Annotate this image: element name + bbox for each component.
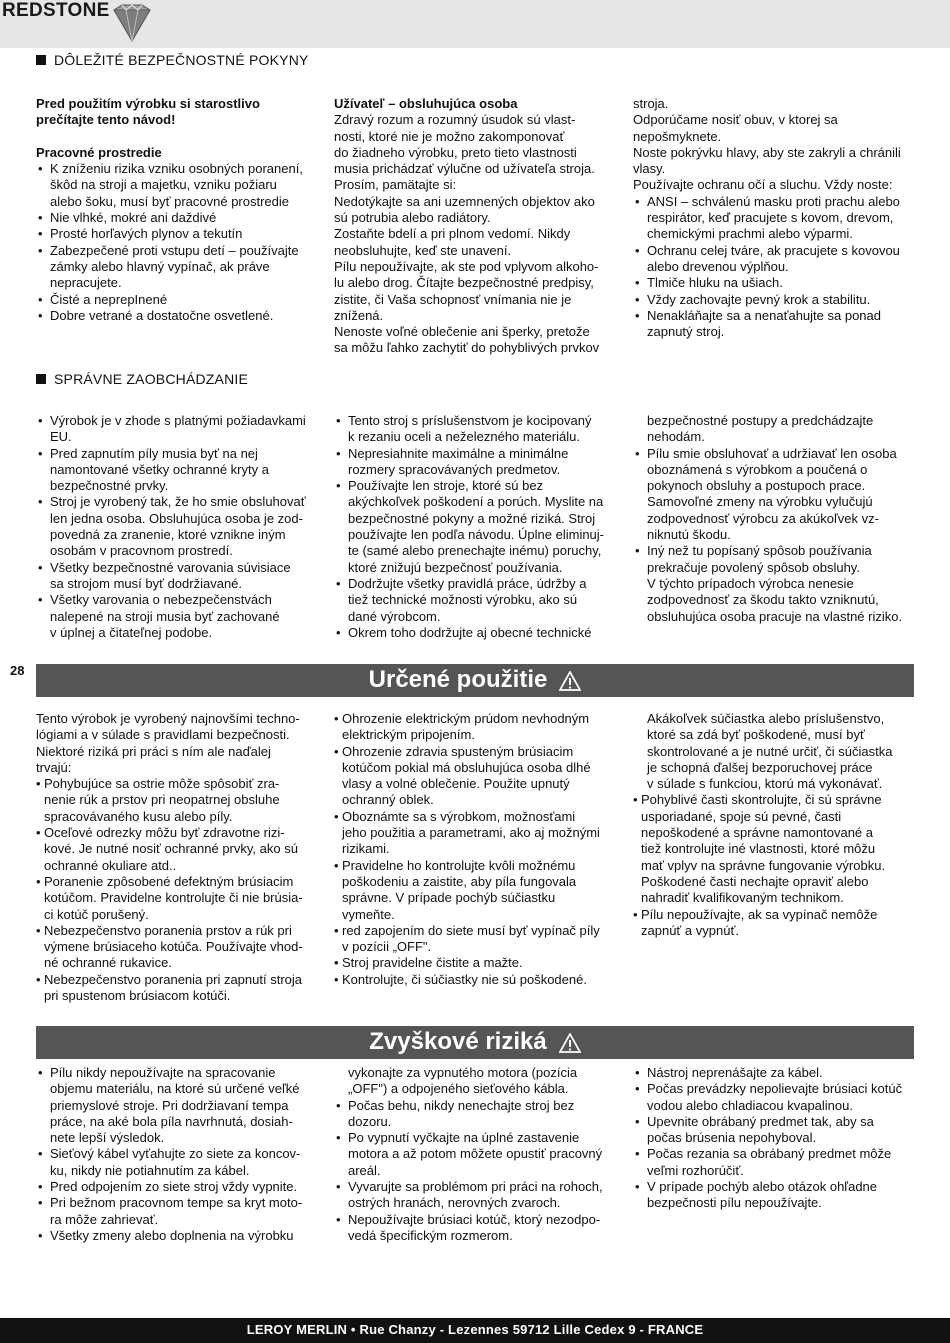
banner-residual-risks — [36, 1026, 914, 1059]
list-item-line: zodpovednosť za škodu takto vzniknutú, — [647, 592, 879, 608]
list-item-line: nahradiť kvalifikovaným technikom. — [641, 890, 844, 906]
text-line: sa môžu ľahko zachytiť do pohyblivých prvkov — [334, 340, 600, 356]
list-item-line: objemu materiálu, na ktoré sú určené veľké — [50, 1081, 300, 1097]
list-item-line: len jedna osoba. Obsluhujúca osoba je zod- — [50, 510, 303, 526]
list-item-line: v úplnej a čitateľnej podobe. — [50, 624, 213, 640]
list-item-line: nepracujete. — [50, 275, 122, 291]
footer-bar — [0, 1318, 950, 1343]
text-line: musia prichádzať výlučne od užívateľa stroja. — [334, 161, 595, 177]
list-item — [334, 1098, 624, 1131]
list-item-line: • Všetky varovania o nebezpečenstvách — [50, 592, 272, 608]
list-item-line: ci kotúč porušený. — [44, 906, 149, 922]
intro-line: Pred použitím výrobku si starostlivo — [36, 96, 260, 111]
square-bullet-icon — [36, 374, 46, 384]
list-item — [36, 292, 326, 308]
list-item-line: • Pohybujúce sa ostrie môže spôsobiť zra- — [44, 776, 280, 792]
text-line: znížená. — [334, 307, 384, 323]
list-item-line: rizikami. — [342, 841, 390, 857]
list-item-line: osobám v pracovnom prostredí. — [50, 543, 233, 559]
list-item-line: • Nenakláňajte sa a nenaťahujte sa ponad — [647, 307, 881, 323]
list-item-line: motora a až potom môžete opustiť pracovný — [348, 1146, 603, 1162]
list-item-line: nenie rúk a prstov pri neopatrnej obsluhe — [44, 792, 280, 808]
list-item — [36, 874, 326, 923]
list-item-line: • Stroj je vyrobený tak, že ho smie obsluhovať — [50, 494, 306, 510]
list-item-line: • Ohrozenie zdravia spusteným brúsiacim — [342, 743, 574, 759]
text-line: je schopná ďalšej bezporuchovej práce — [647, 759, 873, 775]
list-item-line: • Pred odpojením zo siete stroj vždy vypnite. — [50, 1179, 298, 1195]
list-item-line: • Vyvarujte sa problémom pri práci na rohoch, — [348, 1179, 603, 1195]
text-line: do žiadneho výrobku, preto tieto vlastnosti — [334, 144, 577, 160]
list-item-line: obsluhujúca osoba pracuje na vlastné riziko. — [647, 608, 903, 624]
text-line: Prosím, pamätajte si: — [334, 177, 457, 193]
list-item-line: • Ohrozenie elektrickým prúdom nevhodným — [342, 711, 590, 726]
text-line: skontrolované a je nutné určiť, či súčiastka — [647, 743, 893, 759]
list-item — [633, 1179, 923, 1212]
list-item-line: bezpečnostné prvky. — [50, 478, 169, 494]
list-item — [36, 1228, 326, 1244]
list-item — [36, 413, 326, 446]
subheading: Pracovné prostredie — [36, 144, 162, 160]
text-line: Odporúčame nosiť obuv, v ktorej sa — [633, 112, 838, 128]
text-line: nosti, ktoré nie je možno zakomponovať — [334, 128, 565, 144]
list-item-line: zapnutý stroj. — [647, 324, 725, 340]
list-item — [334, 809, 624, 858]
text-line: Tento výrobok je vyrobený najnovšími techno- — [36, 711, 300, 726]
list-item — [334, 478, 624, 576]
list-item-line: elektrickým pripojením. — [342, 727, 475, 743]
footer-address: LEROY MERLIN • Rue Chanzy - Lezennes 59712 Lille Cedex 9 - FRANCE — [246, 1322, 704, 1338]
list-item — [633, 292, 923, 308]
intro-line: prečítajte tento návod! — [36, 112, 176, 128]
list-item-line: • Okrem toho dodržujte aj obecné technické — [348, 624, 592, 640]
list-item-line: alebo drevenou výplňou. — [647, 258, 789, 274]
section-title-text: DÔLEŽITÉ BEZPEČNOSTNÉ POKYNY — [54, 52, 309, 68]
list-item — [36, 446, 326, 495]
list-item — [36, 210, 326, 226]
list-item — [334, 972, 624, 988]
list-item — [36, 1195, 326, 1228]
list-item-line: usporiadané, spoje sú pevné, časti — [641, 808, 842, 824]
bullet-list — [36, 413, 326, 641]
safety-column-2 — [334, 96, 624, 357]
warning-triangle-icon — [559, 1033, 581, 1053]
list-item-line: • Iný než tu popísaný spôsob používania — [647, 543, 872, 559]
list-item-line: • Dobre vetrané a dostatočne osvetlené. — [50, 307, 274, 323]
list-item-line: • red zapojením do siete musí byť vypínač píly — [342, 922, 600, 938]
list-item — [334, 625, 624, 641]
list-item-line: nepoškodené a správne namontované a — [641, 825, 874, 841]
text-line: lógiami a v súlade s pravidlami bezpečnosti. — [36, 727, 290, 743]
list-item-line: dané výrobcom. — [348, 608, 441, 624]
list-item-line: tiež technické možnosti výrobku, ako sú — [348, 592, 578, 608]
list-item — [36, 923, 326, 972]
list-item-line: • ANSI – schválenú masku proti prachu alebo — [647, 193, 900, 209]
bullet-list — [633, 1065, 923, 1212]
list-item-line: priemyslové stroje. Pri dodržiavaní tempa — [50, 1097, 289, 1113]
list-item-line: správne. V prípade pochýb súčiastku — [342, 890, 556, 906]
list-item-line: • Počas behu, nikdy nenechajte stroj bez — [348, 1097, 575, 1113]
list-item-line: používajte len podľa návodu. Úplne eliminuj- — [348, 527, 605, 543]
list-item — [334, 744, 624, 809]
list-item-line: • Po vypnutí vyčkajte na úplné zastavenie — [348, 1130, 580, 1146]
section-title-handling — [36, 371, 248, 387]
list-item — [334, 1130, 624, 1179]
list-item-line: V týchto prípadoch výrobca nenesie — [647, 575, 854, 591]
risks-column-3 — [633, 1065, 923, 1212]
list-item-line: zapnúť a vypnúť. — [641, 922, 739, 938]
list-item-line: veľmi rozhorúčiť. — [647, 1162, 744, 1178]
text-line: „OFF") a odpojeného sieťového kábla. — [348, 1081, 569, 1097]
list-item — [633, 275, 923, 291]
list-item-line: • Všetky zmeny alebo doplnenia na výrobku — [50, 1227, 294, 1243]
list-item — [334, 858, 624, 923]
text-line: v súlade s funkciou, ktorú má vykonávať. — [647, 776, 883, 792]
list-item-line: ochranný oblek. — [342, 792, 434, 808]
text-line: Pílu nepoužívajte, ak ste pod vplyvom alkoho- — [334, 258, 599, 274]
list-item-line: dozoru. — [348, 1113, 392, 1129]
list-item-line: • Nebezpečenstvo poranenia prstov a rúk pri — [44, 922, 292, 938]
list-item — [36, 1179, 326, 1195]
list-item-line: oboznámená s výrobkom a poučená o — [647, 461, 868, 477]
list-item-line: ra môže zahrievať. — [50, 1211, 159, 1227]
list-item — [36, 1146, 326, 1179]
list-item — [36, 560, 326, 593]
list-item-line: alebo šoku, musí byť pracovné prostredie — [50, 193, 290, 209]
bullet-list — [334, 1098, 624, 1245]
list-item-line: Samovoľné zmeny na výrobku vylučujú — [647, 494, 873, 510]
text-line: zistite, či Vaša schopnosť vnímania nie je — [334, 291, 572, 307]
handling-column-2 — [334, 413, 624, 641]
list-item-line: • Poranenie zpôsobené defektným brúsiacim — [44, 873, 294, 889]
list-item-line: nete lepší výsledok. — [50, 1130, 165, 1146]
list-item — [633, 1065, 923, 1081]
list-item — [36, 226, 326, 242]
page-number: 28 — [10, 663, 25, 678]
banner-title: Určené použitie — [368, 666, 548, 694]
list-item — [633, 1114, 923, 1147]
list-item-line: tiež kontrolujte iné vlastnosti, ktoré môžu — [641, 841, 876, 857]
list-item-line: • Používajte len stroje, ktoré sú bez — [348, 478, 544, 494]
text-line: Noste pokrývku hlavy, aby ste zakryli a chránili — [633, 144, 901, 160]
list-item — [633, 1146, 923, 1179]
list-item-line: výmene brúsiaceho kotúča. Používajte vhod- — [44, 939, 303, 955]
list-item-line: • Počas rezania sa obrábaný predmet môže — [647, 1146, 892, 1162]
list-item-line: • Vždy zachovajte pevný krok a stabilitu. — [647, 291, 871, 307]
list-item — [334, 576, 624, 625]
list-item-line: • Prosté horľavých plynov a tekutín — [50, 226, 243, 242]
list-item — [633, 194, 923, 243]
list-item-line: v pozícii „OFF". — [342, 939, 432, 955]
text-line: Akákoľvek súčiastka alebo príslušenstvo, — [647, 711, 885, 726]
list-item — [334, 1179, 624, 1212]
brand-name: REDSTONE — [2, 0, 110, 21]
bullet-list — [36, 1065, 326, 1244]
banner-title: Zvyškové riziká — [369, 1028, 547, 1056]
bullet-list — [633, 792, 923, 939]
list-item-line: zodpovednosť výrobcu za akúkoľvek vz- — [647, 510, 879, 526]
list-item-line: vlasy a volné oblečenie. Použite upnutý — [342, 776, 570, 792]
banner-intended-use — [36, 664, 914, 697]
list-item-line: bezpečnosti pílu nepoužívajte. — [647, 1195, 822, 1211]
list-item-line: práce, na aké bola píla navrhnutá, dosiah- — [50, 1113, 293, 1129]
text-line: trvajú: — [36, 759, 72, 775]
list-item — [334, 711, 624, 744]
list-item — [36, 825, 326, 874]
risks-column-2 — [334, 1065, 624, 1244]
warning-triangle-icon — [559, 671, 581, 691]
list-item-line: jeho použitia a parametrami, ako aj možnými — [342, 825, 600, 841]
safety-column-3 — [633, 96, 923, 340]
text-line: vykonajte za vypnutého motora (pozícia — [348, 1065, 578, 1080]
list-item-line: • Zabezpečené proti vstupu detí – používajte — [50, 242, 299, 258]
list-item-line: • Počas prevádzky nepolievajte brúsiaci kotúč — [647, 1081, 903, 1097]
text-line: stroja. — [633, 96, 669, 111]
list-item-line: respirátor, keď pracujete s kovom, drevom, — [647, 210, 894, 226]
list-item-line: • Kontrolujte, či súčiastky nie sú poškodené. — [342, 971, 587, 987]
text-line: ktoré sa zdá byť poškodené, musí byť — [647, 727, 865, 743]
bullet-list — [633, 446, 923, 625]
list-item-line: • Dodržujte všetky pravidlá práce, údržby a — [348, 575, 587, 591]
list-item-line: • Pred zapnutím píly musia byť na nej — [50, 445, 258, 461]
list-item-line: akýchkoľvek poškodení a porúch. Myslite na — [348, 494, 604, 510]
list-item-line: • Nástroj neprenášajte za kábel. — [647, 1065, 823, 1080]
list-item — [334, 413, 624, 446]
text-line: Používajte ochranu očí a sluchu. Vždy noste: — [633, 177, 893, 193]
text-line: nehodám. — [647, 429, 705, 445]
list-item-line: • Nebezpečenstvo poranenia pri zapnutí stroja — [44, 971, 302, 987]
list-item — [633, 243, 923, 276]
list-item-line: poškodeniu a zaistite, aby píla fungovala — [342, 873, 577, 889]
text-line: Nenoste voľné oblečenie ani šperky, pretože — [334, 324, 590, 340]
bullet-list — [334, 413, 624, 641]
list-item-line: • Nepoužívajte brúsiaci kotúč, ktorý nezodpo- — [348, 1211, 601, 1227]
list-item-line: ktoré znižujú bezpečnosť používania. — [348, 559, 563, 575]
text-line: Nedotýkajte sa ani uzemnených objektov ako — [334, 193, 595, 209]
list-item — [334, 955, 624, 971]
list-item-line: • Pílu nepoužívajte, ak sa vypínač nemôže — [641, 906, 878, 922]
list-item-line: • Sieťový kábel vyťahujte zo siete za koncov- — [50, 1146, 301, 1162]
list-item-line: ochranné okuliare atd.. — [44, 857, 177, 873]
list-item-line: kové. Je nutné nosiť ochranné prvky, ako sú — [44, 841, 298, 857]
risks-column-1 — [36, 1065, 326, 1244]
list-item — [36, 1065, 326, 1146]
list-item — [633, 543, 923, 624]
list-item-line: • Ochranu celej tváre, ak pracujete s kovovou — [647, 242, 900, 258]
use-column-2 — [334, 711, 624, 988]
list-item-line: • Nie vlhké, mokré ani daždivé — [50, 210, 217, 226]
list-item-line: počas brúsenia nepohyboval. — [647, 1130, 817, 1146]
list-item-line: • Nepresiahnite maximálne a minimálne — [348, 445, 569, 461]
list-item-line: chemickými prachmi alebo výparmi. — [647, 226, 853, 242]
list-item-line: ostrých hranách, nerovných zvaroch. — [348, 1195, 561, 1211]
text-line: Zdravý rozum a rozumný úsudok sú vlast- — [334, 112, 576, 128]
list-item-line: škôd na stroji a majetku, vzniku požiaru — [50, 177, 277, 193]
list-item-line: namontované všetky ochranné kryty a — [50, 461, 269, 477]
list-item-line: ku, nikdy nie potiahnutím za kábel. — [50, 1162, 250, 1178]
text-line: vlasy. — [633, 161, 666, 177]
text-line: nepošmyknete. — [633, 128, 722, 144]
list-item — [334, 923, 624, 956]
list-item-line: né ochranné rukavice. — [44, 955, 172, 971]
list-item — [36, 494, 326, 559]
list-item-line: kotúčom. Pravidelne kontrolujte či nie brúsia- — [44, 890, 303, 906]
handling-column-3 — [633, 413, 923, 625]
list-item-line: • Tento stroj s príslušenstvom je kocipovaný — [348, 413, 592, 428]
list-item-line: • V prípade pochýb alebo otázok ohľadne — [647, 1179, 878, 1195]
use-column-3 — [633, 711, 923, 939]
bullet-list — [633, 194, 923, 341]
list-item-line: EU. — [50, 429, 72, 445]
list-item-line: • Tlmiče hluku na ušiach. — [647, 275, 783, 291]
safety-column-1 — [36, 96, 326, 324]
list-item-line: • Oceľové odrezky môžu byť zdravotne rizi- — [44, 825, 285, 841]
list-item-line: • Stroj pravidelne čistite a mažte. — [342, 955, 523, 971]
list-item — [633, 446, 923, 544]
list-item — [633, 1081, 923, 1114]
list-item — [334, 1212, 624, 1245]
list-item-line: • Pri bežnom pracovnom tempe sa kryt moto- — [50, 1195, 303, 1211]
list-item-line: mať vplyv na správne fungovanie výrobku. — [641, 857, 886, 873]
list-item-line: bezpečnostné pokyny a možné riziká. Stroj — [348, 510, 596, 526]
list-item-line: • Pravidelne ho kontrolujte kvôli možnému — [342, 857, 576, 873]
list-item — [36, 161, 326, 210]
brand-logo — [2, 1, 152, 41]
list-item-line: • Upevnite obrábaný predmet tak, aby sa — [647, 1113, 874, 1129]
list-item-line: vedá špecifickým rozmerom. — [348, 1227, 513, 1243]
list-item-line: • Všetky bezpečnostné varovania súvisiace — [50, 559, 291, 575]
text-line: lu alebo drog. Čítajte bezpečnostné predpisy, — [334, 275, 594, 291]
list-item-line: te (samé alebo prenechajte inému) poruchy, — [348, 543, 602, 559]
list-item-line: • Čisté a neprepInené — [50, 291, 168, 307]
list-item — [334, 446, 624, 479]
text-line: bezpečnostné postupy a predchádzajte — [647, 413, 874, 428]
list-item-line: vymeňte. — [342, 906, 395, 922]
list-item-line: • Pílu nikdy nepoužívajte na spracovanie — [50, 1065, 276, 1080]
square-bullet-icon — [36, 55, 46, 65]
list-item — [36, 592, 326, 641]
list-item-line: pri spustenom brúsiacom kotúči. — [44, 988, 231, 1004]
list-item-line: prekračuje povolený spôsob obsluhy. — [647, 559, 860, 575]
text-line: sú potrubia alebo radiátory. — [334, 210, 491, 226]
list-item — [36, 308, 326, 324]
list-item — [36, 776, 326, 825]
list-item — [633, 907, 923, 940]
list-item-line: • Pohyblivé časti skontrolujte, či sú správne — [641, 792, 882, 808]
text-line: neobsluhujte, keď ste unavení. — [334, 242, 512, 258]
bullet-list — [36, 161, 326, 324]
bullet-list — [36, 776, 326, 1004]
text-line: Zostaňte bdelí a pri plnom vedomí. Nikdy — [334, 226, 571, 242]
list-item — [633, 308, 923, 341]
list-item-line: pokynoch obsluhy a postupoch prace. — [647, 478, 866, 494]
list-item-line: • Výrobok je v zhode s platnými požiadavkami — [50, 413, 306, 428]
list-item-line: Poškodené časti nechajte opraviť alebo — [641, 873, 869, 889]
list-item — [36, 243, 326, 292]
list-item-line: nalepené na stroji musia byť zachované — [50, 608, 280, 624]
list-item — [36, 972, 326, 1005]
header-bar — [0, 0, 950, 48]
list-item-line: niknutú škodu. — [647, 527, 731, 543]
list-item-line: k rezaniu oceli a neželezného materiálu. — [348, 429, 580, 445]
list-item — [633, 792, 923, 906]
handling-column-1 — [36, 413, 326, 641]
list-item-line: • Oboznámte sa s výrobkom, možnosťami — [342, 808, 576, 824]
list-item-line: rozmery spracovávaných predmetov. — [348, 461, 561, 477]
list-item-line: sa strojom musí byť dodržiavané. — [50, 575, 243, 591]
list-item-line: povedná za zranenie, ktoré vznikne iným — [50, 527, 286, 543]
list-item-line: vodou alebo chladiacou kvapalinou. — [647, 1097, 853, 1113]
text-line: Niektoré riziká pri práci s ním ale naďalej — [36, 743, 271, 759]
use-column-1 — [36, 711, 326, 1004]
list-item-line: areál. — [348, 1162, 381, 1178]
list-item-line: • Pílu smie obsluhovať a udržiavať len osoba — [647, 445, 897, 461]
section-title-text: SPRÁVNE ZAOBCHÁDZANIE — [54, 371, 249, 387]
list-item-line: kotúčom pokial má obsluhujúca osoba dlhé — [342, 759, 591, 775]
list-item-line: • K zníženiu rizika vzniku osobných poranení, — [50, 161, 303, 177]
subheading: Užívateľ – obsluhujúca osoba — [334, 96, 518, 111]
list-item-line: spracovávaného kusu alebo píly. — [44, 808, 233, 824]
bullet-list — [334, 711, 624, 988]
diamond-logo-icon — [112, 4, 152, 42]
list-item-line: zámky alebo hlavný vypínač, ak práve — [50, 258, 270, 274]
section-title-safety — [36, 52, 309, 68]
